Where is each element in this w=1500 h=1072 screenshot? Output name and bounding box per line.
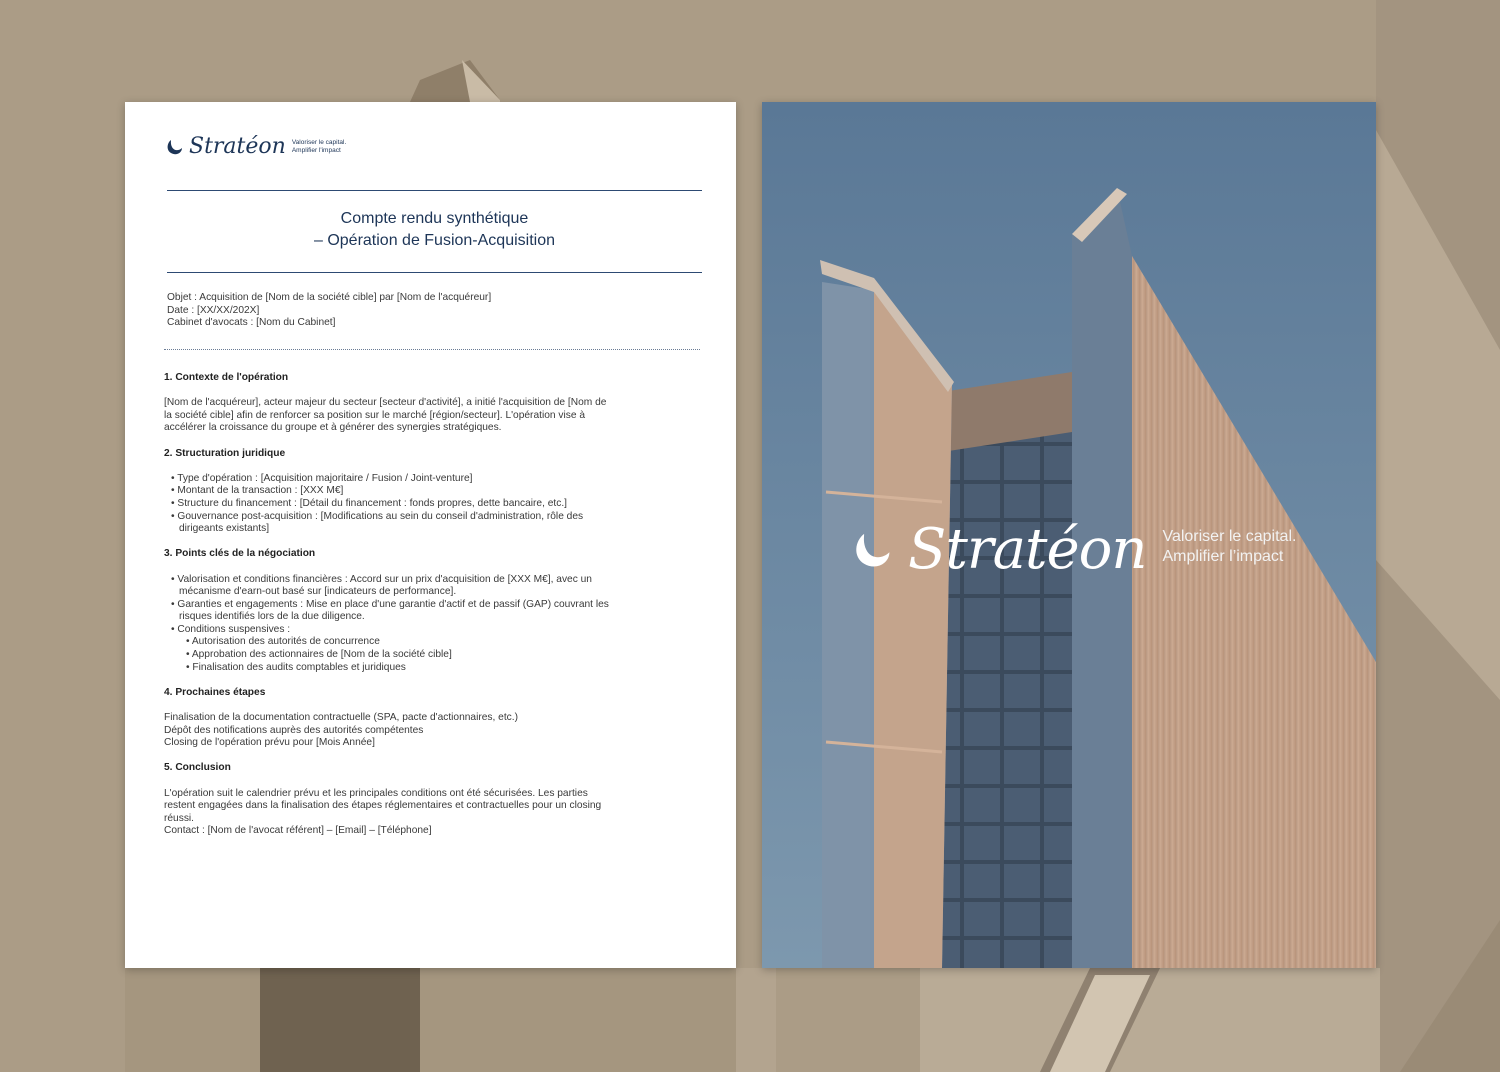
sub-list-item: • Finalisation des audits comptables et juridiques — [186, 661, 406, 673]
sub-list-item: • Approbation des actionnaires de [Nom de la société cible] — [186, 649, 452, 661]
brand-wordmark: Stratéon — [189, 134, 286, 159]
cover-page — [762, 102, 1376, 968]
page-title: Compte rendu synthétique – Opération de Fusion-Acquisition — [313, 210, 556, 249]
paragraph-line: accélérer la croissance du groupe et à générer des synergies stratégiques. — [164, 422, 502, 434]
meta-firm: Cabinet d'avocats : [Nom du Cabinet] — [167, 317, 336, 328]
list-item-continuation: risques identifiés lors de la due diligence. — [179, 611, 365, 623]
list-item: • Gouvernance post-acquisition : [Modifications au sein du conseil d'administration, rôle des — [171, 510, 584, 522]
document-page — [125, 102, 736, 968]
brand-tagline: Valoriser le capital. Amplifier l'impact — [291, 139, 347, 154]
list-item-continuation: dirigeants existants] — [179, 523, 270, 535]
cover-logo — [848, 517, 1297, 582]
list-item: • Type d'opération : [Acquisition majoritaire / Fusion / Joint-venture] — [171, 472, 473, 484]
list-item: • Garanties et engagements : Mise en place d'une garantie d'actif et de passif (GAP) couvrant les — [171, 598, 609, 610]
bottom-rule — [167, 272, 702, 273]
paragraph-line: L'opération suit le calendrier prévu et les principales conditions ont été sécurisées. Les parties — [164, 787, 588, 799]
paragraph-line: Dépôt des notifications auprès des autorités compétentes — [164, 724, 424, 736]
list-item: • Valorisation et conditions financières : Accord sur un prix d'acquisition de [XXX M€], avec un — [171, 573, 592, 585]
section-heading: 3. Points clés de la négociation — [164, 548, 316, 560]
dotted-divider — [164, 349, 700, 350]
brand-mark-icon — [848, 527, 894, 573]
section-heading: 5. Conclusion — [164, 762, 231, 774]
document-logo — [164, 136, 346, 158]
document-body — [164, 372, 674, 838]
paragraph-line: Closing de l'opération prévu pour [Mois Année] — [164, 737, 375, 749]
contact-line: Contact : [Nom de l'avocat référent] – [Email] – [Téléphone] — [164, 825, 432, 837]
meta-date: Date : [XX/XX/202X] — [167, 304, 260, 316]
list-item: • Structure du financement : [Détail du financement : fonds propres, dette bancaire, etc.] — [171, 497, 568, 509]
cover-wordmark: Stratéon — [908, 517, 1147, 582]
section-heading: 4. Prochaines étapes — [164, 686, 266, 698]
paragraph-line: Finalisation de la documentation contractuelle (SPA, pacte d'actionnaires, etc.) — [164, 712, 518, 724]
paragraph-line: réussi. — [164, 812, 195, 824]
section-heading: 2. Structuration juridique — [164, 447, 286, 459]
list-item: • Conditions suspensives : — [171, 623, 291, 635]
paragraph-line: la société cible] afin de renforcer sa position sur le marché [région/secteur]. L'opération vise à — [164, 409, 585, 421]
list-item: • Montant de la transaction : [XXX M€] — [171, 485, 344, 497]
paragraph-line: [Nom de l'acquéreur], acteur majeur du secteur [secteur d'activité], a initié l'acquisition de [Nom de — [164, 397, 607, 409]
sub-list-item: • Autorisation des autorités de concurrence — [186, 636, 380, 648]
list-item-continuation: mécanisme d'earn-out basé sur [indicateurs de performance]. — [179, 586, 457, 598]
meta-object: Objet : Acquisition de [Nom de la société cible] par [Nom de l'acquéreur] — [167, 292, 492, 303]
top-rule — [167, 190, 702, 191]
brand-mark-icon — [164, 137, 184, 157]
paragraph-line: restent engagées dans la finalisation des étapes réglementaires et contractuelles pour un closing — [164, 800, 602, 812]
cover-tagline: Valoriser le capital. Amplifier l’impact — [1162, 528, 1297, 565]
meta-block — [167, 292, 491, 330]
section-heading: 1. Contexte de l'opération — [164, 372, 289, 383]
